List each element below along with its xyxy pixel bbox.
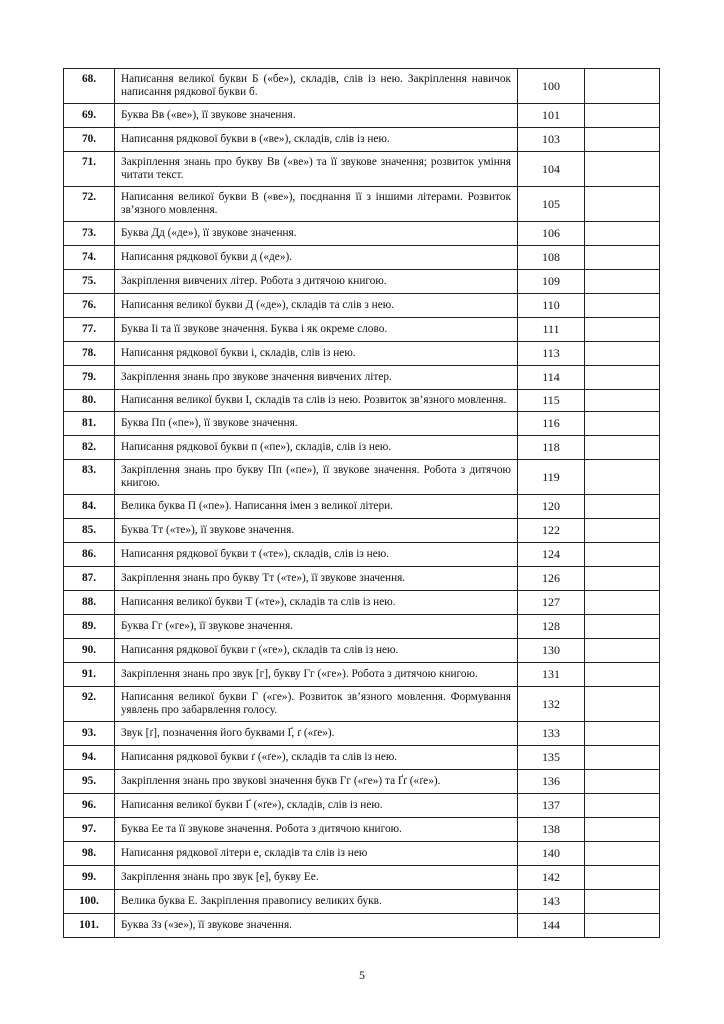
lesson-number: 75.: [64, 270, 115, 294]
lesson-page: 126: [518, 567, 585, 591]
lesson-topic: Буква Гг («ге»), її звукове значення.: [115, 615, 518, 639]
lesson-page: 140: [518, 842, 585, 866]
lesson-number: 85.: [64, 519, 115, 543]
table-row: [64, 639, 660, 663]
notes-cell: [585, 436, 660, 460]
notes-cell: [585, 567, 660, 591]
lesson-number: 81.: [64, 412, 115, 436]
lesson-page: 106: [518, 222, 585, 246]
lesson-topic: Написання великої букви Б («бе»), складів, слів із нею. Закріплення навичок написання рядкової букви б.: [115, 69, 518, 104]
lesson-number: 72.: [64, 187, 115, 222]
lesson-page: 144: [518, 914, 585, 938]
lesson-page: 111: [518, 318, 585, 342]
lesson-topic: Написання великої букви Г («ге»). Розвиток зв’язного мовлення. Формування уявлень про забарвлення голосу.: [115, 687, 518, 722]
notes-cell: [585, 722, 660, 746]
table-row: [64, 770, 660, 794]
notes-cell: [585, 342, 660, 366]
table-row: [64, 318, 660, 342]
lesson-topic: Написання рядкової букви п («пе»), складів, слів із нею.: [115, 436, 518, 460]
notes-cell: [585, 390, 660, 412]
lesson-number: 101.: [64, 914, 115, 938]
lesson-page: 110: [518, 294, 585, 318]
lesson-topic: Написання рядкової літери е, складів та слів із нею: [115, 842, 518, 866]
lesson-topic: Закріплення знань про звук [е], букву Ее.: [115, 866, 518, 890]
table-row: [64, 69, 660, 104]
table-row: [64, 412, 660, 436]
table-row: [64, 222, 660, 246]
lesson-number: 76.: [64, 294, 115, 318]
lesson-page: 122: [518, 519, 585, 543]
lesson-number: 100.: [64, 890, 115, 914]
lesson-page: 130: [518, 639, 585, 663]
table-row: [64, 187, 660, 222]
lesson-table: [63, 68, 660, 938]
lesson-page: 104: [518, 152, 585, 187]
lesson-topic: Написання рядкової букви і, складів, слів із нею.: [115, 342, 518, 366]
table-row: [64, 460, 660, 495]
notes-cell: [585, 460, 660, 495]
lesson-page: 127: [518, 591, 585, 615]
lesson-number: 88.: [64, 591, 115, 615]
lesson-topic: Написання великої букви Д («де»), складів та слів з нею.: [115, 294, 518, 318]
table-row: [64, 794, 660, 818]
lesson-page: 114: [518, 366, 585, 390]
notes-cell: [585, 591, 660, 615]
lesson-page: 135: [518, 746, 585, 770]
lesson-number: 87.: [64, 567, 115, 591]
lesson-topic: Закріплення знань про звук [г], букву Гг («ге»). Робота з дитячою книгою.: [115, 663, 518, 687]
notes-cell: [585, 639, 660, 663]
lesson-page: 108: [518, 246, 585, 270]
table-row: [64, 436, 660, 460]
lesson-number: 96.: [64, 794, 115, 818]
lesson-page: 128: [518, 615, 585, 639]
lesson-page: 115: [518, 390, 585, 412]
lesson-topic: Велика буква Е. Закріплення правопису великих букв.: [115, 890, 518, 914]
table-row: [64, 342, 660, 366]
lesson-topic: Написання великої букви Т («те»), складів та слів із нею.: [115, 591, 518, 615]
notes-cell: [585, 412, 660, 436]
lesson-page: 118: [518, 436, 585, 460]
notes-cell: [585, 687, 660, 722]
table-row: [64, 890, 660, 914]
notes-cell: [585, 770, 660, 794]
notes-cell: [585, 294, 660, 318]
notes-cell: [585, 794, 660, 818]
notes-cell: [585, 152, 660, 187]
lesson-page: 137: [518, 794, 585, 818]
table-row: [64, 914, 660, 938]
lesson-number: 84.: [64, 495, 115, 519]
notes-cell: [585, 818, 660, 842]
lesson-number: 71.: [64, 152, 115, 187]
lesson-topic: Закріплення знань про букву Тт («те»), її звукове значення.: [115, 567, 518, 591]
lesson-page: 124: [518, 543, 585, 567]
lesson-page: 142: [518, 866, 585, 890]
lesson-page: 133: [518, 722, 585, 746]
notes-cell: [585, 318, 660, 342]
lesson-number: 68.: [64, 69, 115, 104]
table-row: [64, 567, 660, 591]
lesson-number: 98.: [64, 842, 115, 866]
lesson-topic: Закріплення знань про букву Пп («пе»), її звукове значення. Робота з дитячою книгою.: [115, 460, 518, 495]
table-row: [64, 294, 660, 318]
notes-cell: [585, 366, 660, 390]
lesson-page: 103: [518, 128, 585, 152]
table-row: [64, 519, 660, 543]
lesson-topic: Закріплення знань про звукове значення вивчених літер.: [115, 366, 518, 390]
lesson-number: 86.: [64, 543, 115, 567]
lesson-topic: Написання рядкової букви г («ге»), складів та слів із нею.: [115, 639, 518, 663]
lesson-topic: Буква Зз («зе»), її звукове значення.: [115, 914, 518, 938]
notes-cell: [585, 222, 660, 246]
notes-cell: [585, 128, 660, 152]
notes-cell: [585, 495, 660, 519]
lesson-table-body: [64, 69, 660, 938]
lesson-topic: Написання великої букви В («ве»), поєднання її з іншими літерами. Розвиток зв’язного мовлення.: [115, 187, 518, 222]
lesson-number: 92.: [64, 687, 115, 722]
table-row: [64, 495, 660, 519]
lesson-page: 120: [518, 495, 585, 519]
lesson-number: 89.: [64, 615, 115, 639]
notes-cell: [585, 519, 660, 543]
lesson-topic: Буква Ее та її звукове значення. Робота з дитячою книгою.: [115, 818, 518, 842]
lesson-topic: Буква Вв («ве»), її звукове значення.: [115, 104, 518, 128]
table-row: [64, 390, 660, 412]
lesson-number: 78.: [64, 342, 115, 366]
notes-cell: [585, 543, 660, 567]
lesson-topic: Написання великої букви Ґ («ґе»), складів, слів із нею.: [115, 794, 518, 818]
lesson-topic: Велика буква П («пе»). Написання імен з великої літери.: [115, 495, 518, 519]
lesson-page: 109: [518, 270, 585, 294]
lesson-number: 80.: [64, 390, 115, 412]
lesson-topic: Написання рядкової букви д («де»).: [115, 246, 518, 270]
lesson-number: 99.: [64, 866, 115, 890]
lesson-number: 83.: [64, 460, 115, 495]
table-row: [64, 246, 660, 270]
lesson-page: 132: [518, 687, 585, 722]
lesson-page: 138: [518, 818, 585, 842]
lesson-page: 113: [518, 342, 585, 366]
notes-cell: [585, 842, 660, 866]
notes-cell: [585, 69, 660, 104]
notes-cell: [585, 866, 660, 890]
page-number: 5: [359, 968, 365, 982]
table-row: [64, 818, 660, 842]
lesson-topic: Буква Тт («те»), її звукове значення.: [115, 519, 518, 543]
notes-cell: [585, 890, 660, 914]
table-row: [64, 591, 660, 615]
lesson-page: 105: [518, 187, 585, 222]
lesson-topic: Написання рядкової букви ґ («ґе»), складів та слів із нею.: [115, 746, 518, 770]
table-row: [64, 866, 660, 890]
table-row: [64, 687, 660, 722]
table-row: [64, 128, 660, 152]
lesson-topic: Написання рядкової букви в («ве»), складів, слів із нею.: [115, 128, 518, 152]
lesson-number: 97.: [64, 818, 115, 842]
lesson-page: 136: [518, 770, 585, 794]
notes-cell: [585, 270, 660, 294]
notes-cell: [585, 104, 660, 128]
table-row: [64, 615, 660, 639]
table-row: [64, 746, 660, 770]
lesson-number: 79.: [64, 366, 115, 390]
lesson-topic: Написання рядкової букви т («те»), складів, слів із нею.: [115, 543, 518, 567]
lesson-number: 82.: [64, 436, 115, 460]
lesson-topic: Написання великої букви І, складів та слів із нею. Розвиток зв’язного мовлення.: [115, 390, 518, 412]
notes-cell: [585, 663, 660, 687]
lesson-number: 90.: [64, 639, 115, 663]
lesson-topic: Звук [ґ], позначення його буквами Ґ, ґ («ґе»).: [115, 722, 518, 746]
lesson-topic: Буква Дд («де»), її звукове значення.: [115, 222, 518, 246]
table-row: [64, 543, 660, 567]
table-row: [64, 152, 660, 187]
lesson-page: 101: [518, 104, 585, 128]
lesson-page: 143: [518, 890, 585, 914]
notes-cell: [585, 615, 660, 639]
table-row: [64, 842, 660, 866]
lesson-topic: Закріплення знань про звукові значення букв Гг («ге») та Ґґ («ґе»).: [115, 770, 518, 794]
lesson-number: 73.: [64, 222, 115, 246]
table-row: [64, 722, 660, 746]
lesson-page: 116: [518, 412, 585, 436]
lesson-topic: Буква Іі та її звукове значення. Буква і як окреме слово.: [115, 318, 518, 342]
notes-cell: [585, 187, 660, 222]
lesson-number: 74.: [64, 246, 115, 270]
table-row: [64, 663, 660, 687]
lesson-number: 95.: [64, 770, 115, 794]
lesson-number: 94.: [64, 746, 115, 770]
lesson-page: 131: [518, 663, 585, 687]
notes-cell: [585, 914, 660, 938]
lesson-page: 119: [518, 460, 585, 495]
lesson-topic: Закріплення знань про букву Вв («ве») та її звукове значення; розвиток уміння читати текст.: [115, 152, 518, 187]
lesson-number: 69.: [64, 104, 115, 128]
notes-cell: [585, 746, 660, 770]
table-row: [64, 366, 660, 390]
notes-cell: [585, 246, 660, 270]
table-row: [64, 270, 660, 294]
lesson-topic: Буква Пп («пе»), її звукове значення.: [115, 412, 518, 436]
lesson-number: 77.: [64, 318, 115, 342]
lesson-topic: Закріплення вивчених літер. Робота з дитячою книгою.: [115, 270, 518, 294]
lesson-number: 70.: [64, 128, 115, 152]
lesson-page: 100: [518, 69, 585, 104]
lesson-number: 93.: [64, 722, 115, 746]
lesson-number: 91.: [64, 663, 115, 687]
table-row: [64, 104, 660, 128]
